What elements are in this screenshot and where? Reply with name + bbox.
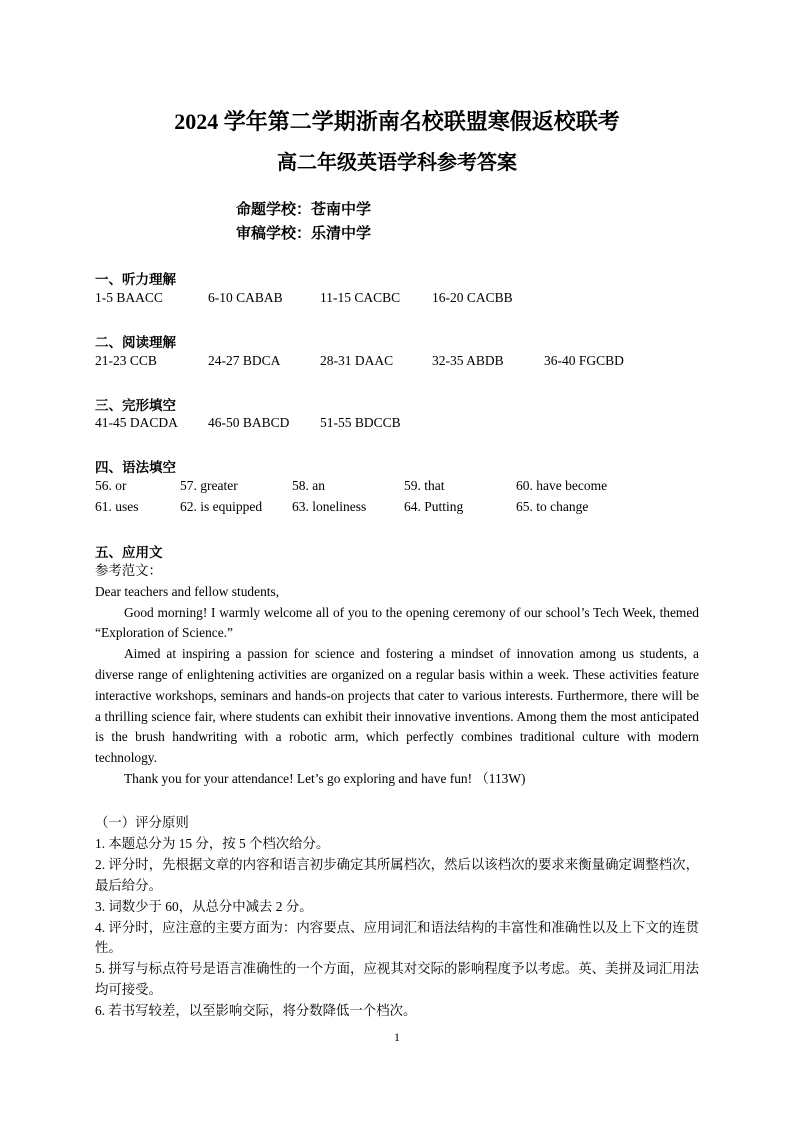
answer-cell: 63. loneliness — [292, 499, 367, 514]
answer-cell: 65. to change — [516, 499, 589, 514]
grading-heading: （一）评分原则 — [95, 815, 189, 830]
answer-cell: 51-55 BDCCB — [320, 415, 401, 430]
answer-cell: 24-27 BDCA — [208, 353, 281, 368]
answer-row — [95, 415, 705, 433]
grading-item: 6. 若书写较差，以至影响交际，将分数降低一个档次。 — [95, 1003, 417, 1019]
grading-item: 2. 评分时，先根据文章的内容和语言初步确定其所属档次，然后以该档次的要求来衡量确定调整档次，最后给分。 — [95, 856, 699, 893]
answer-row — [95, 290, 705, 308]
sample-essay — [95, 561, 699, 790]
document-title: 2024 学年第二学期浙南名校联盟寒假返校联考 — [174, 109, 620, 134]
answer-cell: 36-40 FGCBD — [544, 353, 624, 368]
answer-cell: 28-31 DAAC — [320, 353, 394, 368]
answer-cell: 61. uses — [95, 499, 139, 514]
section-heading-reading: 二、阅读理解 — [95, 335, 176, 350]
answer-cell: 60. have become — [516, 478, 608, 493]
answer-cell: 11-15 CACBC — [320, 290, 401, 305]
answer-cell: 32-35 ABDB — [432, 353, 504, 368]
grading-item: 4. 评分时，应注意的主要方面为：内容要点、应用词汇和语法结构的丰富性和准确性以及上下文的连贯性。 — [95, 919, 699, 956]
essay-paragraph: Thank you for your attendance! Let’s go exploring and have fun! （113W) — [124, 770, 526, 786]
answer-row — [95, 499, 705, 517]
answer-cell: 64. Putting — [404, 499, 464, 514]
section-heading-listening: 一、听力理解 — [95, 272, 176, 287]
answer-cell: 41-45 DACDA — [95, 415, 178, 430]
answer-cell: 62. is equipped — [180, 499, 263, 514]
section-heading-writing: 五、应用文 — [95, 545, 163, 560]
answer-cell: 59. that — [404, 478, 445, 493]
reviewer-school: 审稿学校：乐清中学 — [236, 226, 372, 242]
grading-item: 5. 拼写与标点符号是语言准确性的一个方面，应视其对交际的影响程度予以考虑。英、美拼及词汇用法均可接受。 — [95, 961, 699, 998]
answer-cell: 21-23 CCB — [95, 353, 157, 368]
essay-label: 参考范文： — [95, 563, 162, 578]
answer-cell: 56. or — [95, 478, 127, 493]
answer-cell: 6-10 CABAB — [208, 290, 283, 305]
answer-cell: 46-50 BABCD — [208, 415, 290, 430]
document-subtitle: 高二年级英语学科参考答案 — [277, 152, 517, 174]
grading-item: 1. 本题总分为 15 分，按 5 个档次给分。 — [95, 835, 330, 851]
answer-row — [95, 353, 705, 371]
grading-principles — [95, 813, 699, 1022]
answer-cell: 57. greater — [180, 478, 238, 493]
answer-cell: 1-5 BAACC — [95, 290, 163, 305]
proposer-school: 命题学校：苍南中学 — [236, 202, 372, 218]
essay-paragraph: Aimed at inspiring a passion for science and fostering a mindset of innovation among us students, a diverse range of enlightening activities are organized on a regular basis within a week. These activities feature interactive workshops, seminars and hands-on projects that cater to various interests. Furthermore, there will be a thrilling science fair, where students can exhibit their innovative inventions. Among them the most anticipated is the brush handwriting with a robotic arm, which perfectly combines traditional culture with modern technology. — [95, 646, 699, 766]
answer-cell: 16-20 CACBB — [432, 290, 513, 305]
answer-row — [95, 478, 705, 496]
page-number: 1 — [394, 1030, 400, 1044]
section-heading-grammar: 四、语法填空 — [95, 460, 176, 475]
essay-paragraph: Good morning! I warmly welcome all of you to the opening ceremony of our school’s Tech Week, themed “Exploration of Science.” — [95, 604, 699, 641]
section-heading-cloze: 三、完形填空 — [95, 398, 176, 413]
essay-salutation: Dear teachers and fellow students, — [95, 583, 280, 599]
answer-cell: 58. an — [292, 478, 325, 493]
grading-item: 3. 词数少于 60，从总分中减去 2 分。 — [95, 898, 313, 914]
